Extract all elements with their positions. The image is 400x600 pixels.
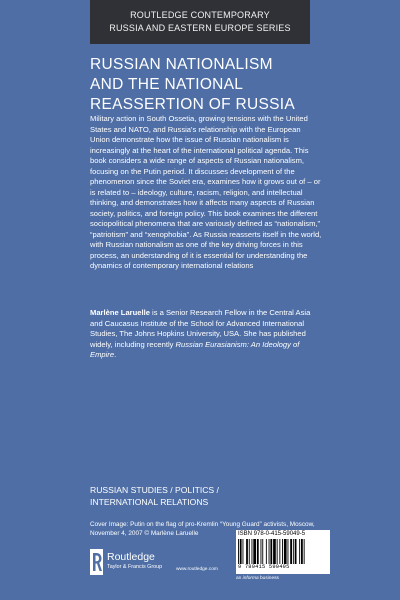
- barcode-stripe: [266, 539, 267, 564]
- series-banner: [90, 0, 310, 44]
- informa-imprint: [236, 576, 279, 581]
- barcode-stripe: [253, 539, 256, 564]
- author-bio: [90, 308, 322, 361]
- author-bio-end: .: [114, 350, 117, 359]
- barcode-stripe: [262, 539, 263, 564]
- imprint-prefix: an: [236, 576, 243, 581]
- barcode-stripe: [293, 539, 294, 564]
- barcode-stripe: [238, 539, 239, 564]
- barcode-stripe: [246, 539, 248, 564]
- barcode-stripe: [252, 539, 253, 564]
- barcode-stripe: [282, 539, 283, 564]
- barcode-stripe: [270, 539, 272, 564]
- barcode-stripe: [295, 539, 297, 564]
- series-name-line2: RUSSIA AND EASTERN EUROPE SERIES: [109, 23, 291, 33]
- book-blurb: Military action in South Ossetia, growing tensions with the United States and NATO, and Russia's relationship with the European Union demonstrate how the issue of Russian nationalism is increasingly at the heart of the international political agenda. This book considers a wide range of aspects of Russian nationalism, focusing on the Putin period. It discusses development of the phenomenon since the Soviet era, examines how it grows out of – or is related to – ideology, culture, racism, religion, and intellectual thinking, and demonstrates how it affects many aspects of Russian society, politics, and foreign policy. This book examines the different sociopolitical phenomena that are variously defined as “nationalism,” “patriotism” and “xenophobia”. As Russia reasserts itself in the world, with Russian nationalism as one of the key driving forces in this process, an understanding of it is essential for understanding the dynamics of contemporary international relations: [90, 114, 322, 270]
- barcode-stripe: [284, 539, 287, 564]
- barcode-digits: 9 780415 590495: [238, 564, 290, 570]
- barcode-stripe: [243, 539, 244, 564]
- barcode-stripe: [304, 539, 305, 564]
- barcode-stripe: [273, 539, 276, 564]
- barcode-stripe: [290, 539, 292, 564]
- barcode-stripe: [277, 539, 278, 564]
- publisher-logo: [90, 548, 230, 578]
- barcode-stripe: [299, 539, 300, 564]
- barcode-stripe: [288, 539, 289, 564]
- series-name-line1: ROUTLEDGE CONTEMPORARY: [130, 10, 270, 20]
- barcode-stripe: [249, 539, 250, 564]
- author-recent-title: Russian Eurasianism: An Ideology of Empire: [90, 339, 300, 359]
- barcode-stripe: [301, 539, 303, 564]
- book-title-line2: AND THE NATIONAL: [90, 76, 244, 93]
- barcode-stripe: [261, 539, 262, 564]
- barcode-stripe: [257, 539, 259, 564]
- book-title-line1: RUSSIAN NATIONALISM: [90, 56, 273, 73]
- subject-categories: [90, 485, 310, 508]
- imprint-suffix: business: [258, 576, 279, 581]
- publisher-website: www.routledge.com: [176, 567, 218, 572]
- imprint-brand: informa: [242, 576, 259, 581]
- cover-image-credit: Cover Image: Putin on the flag of pro-Kremlin “Young Guard” activists, Moscow, November 4, 2007 © Marlène Laruelle: [90, 521, 315, 537]
- routledge-logo-icon: [90, 549, 103, 575]
- isbn-barcode: [236, 530, 330, 574]
- author-bio-text: is a Senior Research Fellow in the Central Asia and Caucasus Institute of the School for Advanced International Studies, The Johns Hopkins University, USA. She has published widely, including recently: [90, 308, 311, 349]
- barcode-stripe: [279, 539, 280, 564]
- subject-line2: INTERNATIONAL RELATIONS: [90, 496, 209, 507]
- subject-line1: RUSSIAN STUDIES / POLITICS /: [90, 485, 219, 495]
- barcode-bars: [238, 539, 328, 564]
- publisher-group: Taylor & Francis Group: [107, 564, 163, 570]
- book-title-line3: REASSERTION OF RUSSIA: [90, 96, 295, 113]
- book-title: [90, 55, 390, 115]
- barcode-stripe: [269, 539, 270, 564]
- barcode-stripe: [240, 539, 242, 564]
- publisher-name: Routledge: [107, 551, 155, 563]
- author-name: Marlène Laruelle: [90, 308, 150, 317]
- isbn-number: ISBN 978-0-415-59049-5: [238, 531, 306, 537]
